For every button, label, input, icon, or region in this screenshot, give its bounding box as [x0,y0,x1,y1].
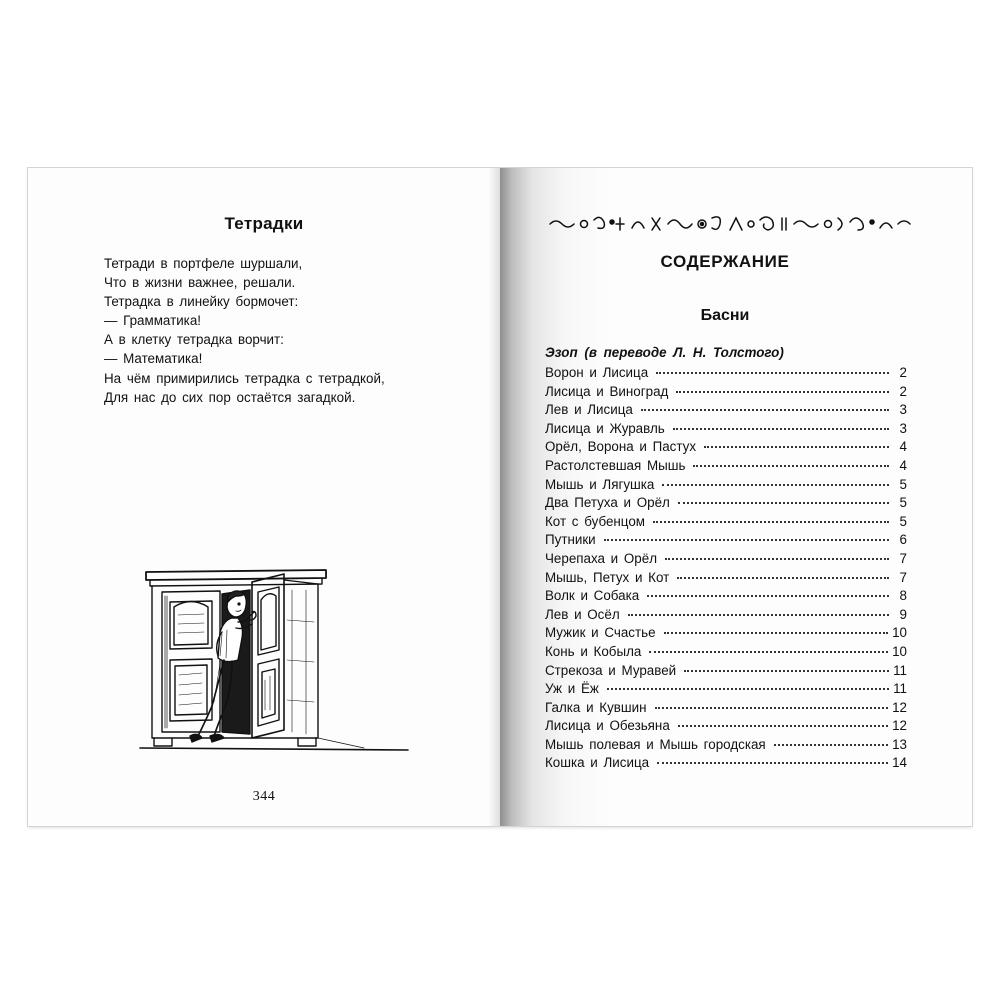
poem-line: Для нас до сих пор остаётся загадкой. [104,389,356,405]
toc-entry[interactable] [545,457,907,476]
toc-entry-title: Волк и Собака [545,588,640,604]
toc-entry[interactable] [545,587,907,606]
toc-entry[interactable] [545,736,907,755]
dot-leader [678,502,889,504]
toc-entry-page: 5 [899,513,907,529]
right-page [500,168,972,826]
left-page [28,168,500,826]
toc-entry[interactable] [545,717,907,736]
dot-leader [693,465,889,467]
toc-entry-page: 9 [899,606,907,622]
toc-entry-title: Мышь и Лягушка [545,476,655,492]
left-page-fold-shadow [488,168,500,826]
dot-leader [684,670,889,672]
toc-entry-title: Кот с бубенцом [545,513,645,529]
toc-entry[interactable] [545,383,907,402]
toc-entry-title: Ворон и Лисица [545,365,649,380]
toc-entry-title: Лев и Осёл [545,606,620,622]
toc-entry-page: 4 [899,457,907,473]
dot-leader [607,688,889,690]
toc-entry-page: 13 [892,736,907,752]
dot-leader [657,762,888,764]
toc-entry-title: Лисица и Журавль [545,420,665,436]
dot-leader [653,521,889,523]
toc-entry-title: Растолстевшая Мышь [545,457,686,473]
toc-entry[interactable] [545,680,907,699]
dot-leader [774,744,888,746]
toc-entry-page: 12 [892,718,907,734]
toc-entry-page: 14 [892,755,907,771]
poem-line: Тетрадка в линейку бормочет: [104,294,299,310]
toc-entry-page: 2 [899,383,907,399]
dot-leader [677,577,889,579]
dot-leader [647,595,889,597]
toc-entry-title: Орёл, Ворона и Пастух [545,439,697,455]
dot-leader [628,614,889,616]
toc-entry-page: 6 [899,532,907,548]
toc-entry-page: 11 [893,681,907,697]
toc-entry[interactable] [545,494,907,513]
toc-entry[interactable] [545,624,907,643]
toc-entry-page: 7 [899,550,907,566]
toc-entry-page: 10 [892,625,907,641]
poem-line: Тетради в портфеле шуршали, [104,256,303,271]
toc-entry-title: Мышь, Петух и Кот [545,569,670,585]
toc-entry-page: 12 [892,699,907,715]
poem-line: — Математика! [104,351,203,367]
dot-leader [704,446,889,448]
toc-entry[interactable] [545,476,907,495]
open-book-spread [28,168,972,826]
author-heading: Эзоп (в переводе Л. Н. Толстого) [545,345,784,360]
poem-line: А в клетку тетрадка ворчит: [104,332,284,348]
toc-entry-page: 8 [899,588,907,604]
toc-entry-title: Мужик и Счастье [545,625,656,641]
toc-entry-title: Мышь полевая и Мышь городская [545,736,766,752]
toc-entry-page: 2 [899,365,907,380]
toc-entry[interactable] [545,699,907,718]
table-of-contents-title: СОДЕРЖАНИЕ [660,252,790,271]
poem-line: На чём примирились тетрадка с тетрадкой, [104,370,385,386]
toc-entry[interactable] [545,754,907,773]
toc-entry-page: 3 [899,402,907,418]
toc-entry-title: Черепаха и Орёл [545,550,658,566]
dot-leader [655,707,889,709]
toc-entry-title: Уж и Ёж [545,681,599,697]
poem-text [104,254,385,407]
toc-entry-title: Два Петуха и Орёл [545,495,670,511]
dot-leader [673,428,889,430]
toc-entry[interactable] [545,606,907,625]
toc-entry[interactable] [545,438,907,457]
toc-entry-page: 5 [899,495,907,511]
toc-entry-title: Галка и Кувшин [545,699,647,715]
toc-entry-title: Лев и Лисица [545,402,633,418]
toc-entry-page: 4 [899,439,907,455]
dot-leader [604,539,889,541]
toc-entry[interactable] [545,550,907,569]
toc-entry-page: 11 [893,662,907,678]
toc-entry[interactable] [545,662,907,681]
dot-leader [656,372,889,374]
boy-opening-wardrobe-illustration [132,560,412,760]
toc-entry-page: 7 [899,569,907,585]
poem-title: Тетрадки [224,214,304,233]
toc-entry[interactable] [545,513,907,532]
toc-entry-title: Конь и Кобыла [545,643,642,659]
toc-entry[interactable] [545,643,907,662]
toc-entry[interactable] [545,364,907,383]
dot-leader [665,558,889,560]
toc-entry-title: Стрекоза и Муравей [545,662,677,678]
poem-line: Что в жизни важнее, решали. [104,275,296,291]
dot-leader [649,651,888,653]
dot-leader [678,725,888,727]
poem-line: — Грамматика! [104,313,202,329]
page-number: 344 [252,789,276,804]
table-of-contents-list [545,364,907,773]
toc-entry[interactable] [545,420,907,439]
toc-entry-page: 5 [899,476,907,492]
dot-leader [676,391,889,393]
section-title: Басни [700,307,750,324]
decorative-ornament-border [546,210,912,238]
toc-entry-title: Кошка и Лисица [545,755,650,771]
toc-entry-page: 3 [899,420,907,436]
dot-leader [664,632,889,634]
toc-entry[interactable] [545,569,907,588]
toc-entry[interactable] [545,531,907,550]
toc-entry-page: 10 [892,643,907,659]
toc-entry-title: Путники [545,532,596,548]
dot-leader [641,409,889,411]
toc-entry-title: Лисица и Виноград [545,383,669,399]
toc-entry-title: Лисица и Обезьяна [545,718,670,734]
dot-leader [662,484,889,486]
toc-entry[interactable] [545,401,907,420]
